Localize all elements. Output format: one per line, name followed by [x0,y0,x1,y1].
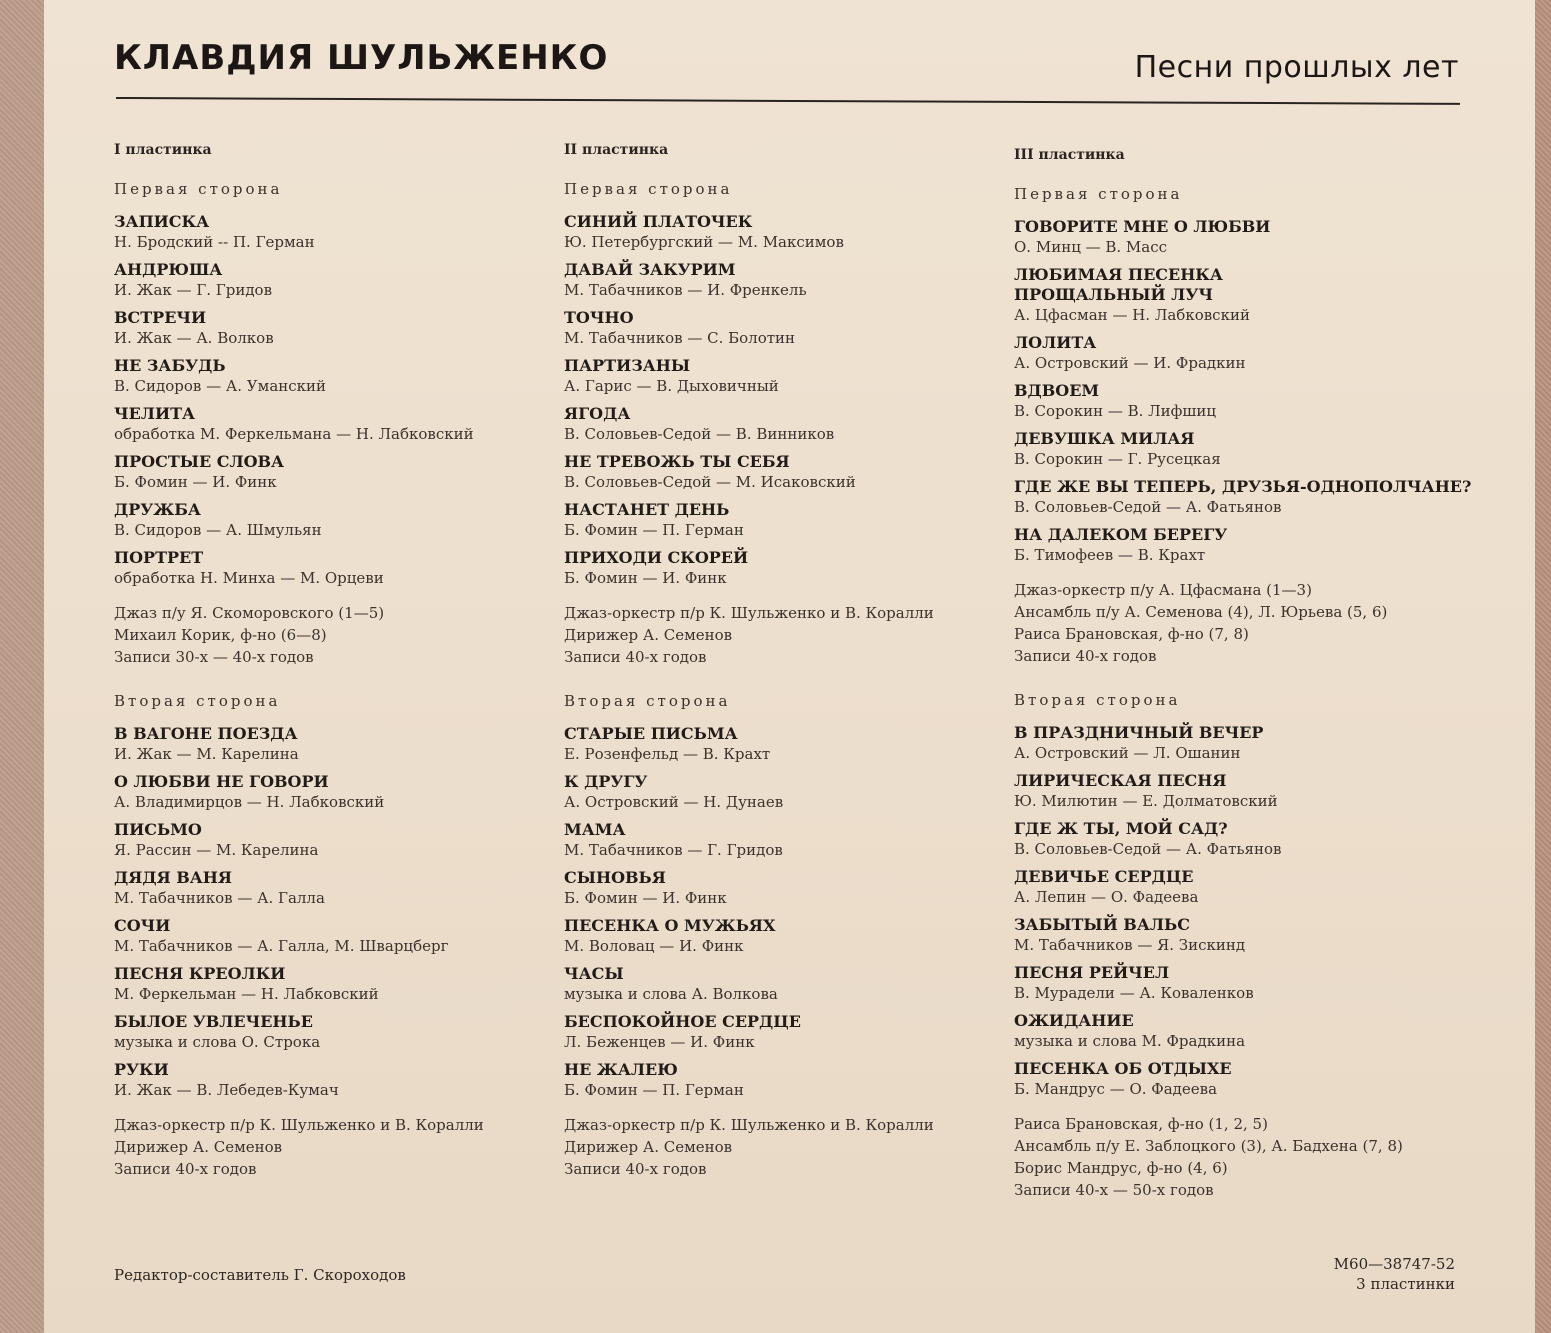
track-item [1014,915,1454,955]
track-item [1014,1011,1454,1051]
track-credit: В. Сорокин — Г. Русецкая [1014,450,1221,468]
track-item [1014,525,1454,565]
track-title: ВДВОЕМ [1014,381,1100,400]
side-label: Вторая сторона [564,692,731,710]
track-credit: В. Соловьев-Седой — А. Фатьянов [1014,498,1282,516]
track-credit: В. Сидоров — А. Уманский [114,377,327,395]
disc-1-side-a [114,180,554,668]
track-title: СЫНОВЬЯ [564,868,666,887]
track-item [1014,867,1454,907]
track-credit: Б. Фомин — И. Финк [564,569,727,587]
performer-note: Борис Мандрус, ф-но (4, 6) [1014,1159,1228,1177]
recording-period: Записи 40-х годов [114,1160,257,1178]
track-title: ТОЧНО [564,308,634,327]
performer-notes [114,1114,554,1180]
track-item [564,868,1004,908]
track-credit: Б. Фомин — П. Герман [564,1081,744,1099]
track-item [114,964,554,1004]
track-item [564,260,1004,300]
track-title: НАСТАНЕТ ДЕНЬ [564,500,730,519]
track-item [114,868,554,908]
track-title: БЫЛОЕ УВЛЕЧЕНЬЕ [114,1012,313,1031]
track-item [564,404,1004,444]
track-credit: В. Сорокин — В. Лифшиц [1014,402,1217,420]
track-item [564,308,1004,348]
track-title: НА ДАЛЕКОМ БЕРЕГУ [1014,525,1228,544]
track-credit: Б. Фомин — И. Финк [564,889,727,907]
track-title: ЛЮБИМАЯ ПЕСЕНКА [1014,265,1223,284]
disc-label: I пластинка [114,142,212,158]
track-title: НЕ ЗАБУДЬ [114,356,226,375]
track-item [1014,771,1454,811]
track-item [1014,381,1454,421]
track-item [564,724,1004,764]
track-credit: А. Островский — И. Фрадкин [1014,354,1246,372]
side-label: Первая сторона [1014,185,1183,203]
disc-3-column [1014,147,1472,1225]
track-item [114,916,554,956]
track-credit: обработка Н. Минха — М. Орцеви [114,569,384,587]
track-credit: И. Жак — М. Карелина [114,745,299,763]
track-item [114,548,554,588]
track-credit: М. Табачников — А. Галла [114,889,325,907]
track-title: ЗАПИСКА [114,212,210,231]
disc-count: 3 пластинки [1356,1275,1455,1293]
side-label: Вторая сторона [114,692,281,710]
binding-left-edge [0,0,44,1333]
performer-note: Ансамбль п/у А. Семенова (4), Л. Юрьева (5, 6) [1014,603,1388,621]
track-item [1014,429,1454,469]
track-title: ПРОСТЫЕ СЛОВА [114,452,285,471]
track-title: О ЛЮБВИ НЕ ГОВОРИ [114,772,329,791]
track-title: К ДРУГУ [564,772,648,791]
track-credit: Б. Тимофеев — В. Крахт [1014,546,1206,564]
track-credit: А. Островский — Л. Ошанин [1014,744,1241,762]
track-item [564,1012,1004,1052]
track-title: ПЕСНЯ РЕЙЧЕЛ [1014,963,1170,982]
track-credit: музыка и слова О. Строка [114,1033,321,1051]
track-credit: А. Островский — Н. Дунаев [564,793,784,811]
track-credit: М. Табачников — А. Галла, М. Шварцберг [114,937,449,955]
disc-2-side-b [564,692,1004,1180]
performer-notes [564,602,1004,668]
track-credit: А. Лепин — О. Фадеева [1014,888,1199,906]
track-credit: Л. Беженцев — И. Финк [564,1033,755,1051]
track-title: ПРОЩАЛЬНЫЙ ЛУЧ [1014,285,1213,304]
track-title: В ПРАЗДНИЧНЫЙ ВЕЧЕР [1014,723,1264,742]
track-title: ЯГОДА [564,404,631,423]
track-credit: В. Соловьев-Седой — М. Исаковский [564,473,856,491]
track-title: ДЕВИЧЬЕ СЕРДЦЕ [1014,867,1194,886]
track-item [564,452,1004,492]
track-item [564,820,1004,860]
track-credit: М. Табачников — Г. Гридов [564,841,783,859]
side-label: Вторая сторона [1014,691,1181,709]
track-title: ГДЕ ЖЕ ВЫ ТЕПЕРЬ, ДРУЗЬЯ-ОДНОПОЛЧАНЕ? [1014,477,1472,496]
track-item [114,212,554,252]
track-item [114,1060,554,1100]
track-credit: А. Владимирцов — Н. Лабковский [114,793,385,811]
track-item [114,308,554,348]
track-credit: И. Жак — Г. Гридов [114,281,273,299]
editor-credit: Редактор-составитель Г. Скороходов [114,1266,406,1284]
catalog-number: М60—38747-52 [1333,1255,1455,1273]
disc-1-column [114,142,554,1204]
track-credit: В. Соловьев-Седой — А. Фатьянов [1014,840,1282,858]
binding-right-edge [1535,0,1551,1333]
track-title: НЕ ТРЕВОЖЬ ТЫ СЕБЯ [564,452,790,471]
track-credit: М. Табачников — Я. Зискинд [1014,936,1246,954]
track-item [564,356,1004,396]
track-credit: О. Минц — В. Масс [1014,238,1168,256]
track-credit: музыка и слова М. Фрадкина [1014,1032,1246,1050]
track-item [114,404,554,444]
track-title: НЕ ЖАЛЕЮ [564,1060,678,1079]
disc-3-side-b [1014,691,1454,1201]
recording-period: Записи 40-х годов [564,1160,707,1178]
track-item [1014,963,1454,1003]
track-title: ГОВОРИТЕ МНЕ О ЛЮБВИ [1014,217,1271,236]
track-title: АНДРЮША [114,260,223,279]
track-item [1014,217,1454,257]
track-title: МАМА [564,820,626,839]
disc-1-side-b [114,692,554,1180]
track-credit: обработка М. Феркельмана — Н. Лабковский [114,425,474,443]
track-title: ПОРТРЕТ [114,548,204,567]
track-credit: М. Табачников — И. Френкель [564,281,807,299]
track-credit: Ю. Милютин — Е. Долматовский [1014,792,1278,810]
album-title: Песни прошлых лет [1134,50,1459,85]
track-item [114,1012,554,1052]
performer-note: Джаз-оркестр п/р К. Шульженко и В. Коралли [114,1116,484,1134]
performer-note: Джаз-оркестр п/у А. Цфасмана (1—3) [1014,581,1312,599]
track-credit: М. Табачников — С. Болотин [564,329,796,347]
track-title: В ВАГОНЕ ПОЕЗДА [114,724,298,743]
track-credit: музыка и слова А. Волкова [564,985,778,1003]
track-title: СИНИЙ ПЛАТОЧЕК [564,212,753,231]
track-credit: В. Соловьев-Седой — В. Винников [564,425,835,443]
track-title: ГДЕ Ж ТЫ, МОЙ САД? [1014,819,1228,838]
track-title: ДАВАЙ ЗАКУРИМ [564,260,736,279]
disc-label: III пластинка [1014,147,1125,163]
recording-period: Записи 40-х — 50-х годов [1014,1181,1214,1199]
performer-notes [564,1114,1004,1180]
track-title: СТАРЫЕ ПИСЬМА [564,724,738,743]
track-item [114,820,554,860]
track-item [114,260,554,300]
recording-period: Записи 30-х — 40-х годов [114,648,314,666]
track-credit: М. Воловац — И. Финк [564,937,744,955]
disc-label: II пластинка [564,142,669,158]
track-item [114,500,554,540]
performer-note: Джаз-оркестр п/р К. Шульженко и В. Коралли [564,1116,934,1134]
track-title: ЛОЛИТА [1014,333,1097,352]
performer-note: Раиса Брановская, ф-но (1, 2, 5) [1014,1115,1268,1133]
performer-note: Джаз п/у Я. Скоморовского (1—5) [114,604,385,622]
track-credit: А. Гарис — В. Дыховичный [564,377,779,395]
track-credit: И. Жак — В. Лебедев-Кумач [114,1081,339,1099]
performer-note: Дирижер А. Семенов [564,1138,733,1156]
track-item [1014,265,1454,325]
track-title: ОЖИДАНИЕ [1014,1011,1134,1030]
track-title: ПЕСЕНКА О МУЖЬЯХ [564,916,776,935]
track-credit: Е. Розенфельд — В. Крахт [564,745,771,763]
track-credit: В. Мурадели — А. Коваленков [1014,984,1254,1002]
track-credit: Б. Фомин — П. Герман [564,521,744,539]
track-item [114,356,554,396]
recording-period: Записи 40-х годов [564,648,707,666]
performer-notes [1014,579,1454,667]
performer-note: Раиса Брановская, ф-но (7, 8) [1014,625,1249,643]
track-item [564,1060,1004,1100]
track-title: ПРИХОДИ СКОРЕЙ [564,548,749,567]
disc-2-side-a [564,180,1004,668]
track-title: БЕСПОКОЙНОЕ СЕРДЦЕ [564,1012,801,1031]
disc-3-side-a [1014,185,1472,667]
track-item [114,452,554,492]
performer-note: Дирижер А. Семенов [564,626,733,644]
disc-2-column [564,142,1004,1204]
track-title: СОЧИ [114,916,171,935]
track-title: ПЕСЕНКА ОБ ОТДЫХЕ [1014,1059,1232,1078]
performer-note: Джаз-оркестр п/р К. Шульженко и В. Коралли [564,604,934,622]
track-credit: Б. Мандрус — О. Фадеева [1014,1080,1218,1098]
track-credit: Б. Фомин — И. Финк [114,473,277,491]
track-title: ПЕСНЯ КРЕОЛКИ [114,964,286,983]
performer-note: Дирижер А. Семенов [114,1138,283,1156]
performer-notes [1014,1113,1454,1201]
track-item [1014,1059,1454,1099]
performer-note: Ансамбль п/у Е. Заблоцкого (3), А. Бадхена (7, 8) [1014,1137,1403,1155]
track-title: ПАРТИЗАНЫ [564,356,691,375]
track-item [564,212,1004,252]
track-title: ВСТРЕЧИ [114,308,207,327]
artist-name: КЛАВДИЯ ШУЛЬЖЕНКО [114,38,609,78]
performer-notes [114,602,554,668]
track-item [564,964,1004,1004]
track-item [1014,333,1454,373]
side-label: Первая сторона [114,180,283,198]
performer-note: Михаил Корик, ф-но (6—8) [114,626,327,644]
track-title: ЧЕЛИТА [114,404,196,423]
track-item [564,548,1004,588]
track-title: ДЯДЯ ВАНЯ [114,868,233,887]
track-title: ЛИРИЧЕСКАЯ ПЕСНЯ [1014,771,1227,790]
track-credit: М. Феркельман — Н. Лабковский [114,985,379,1003]
side-label: Первая сторона [564,180,733,198]
track-item [114,772,554,812]
track-item [564,772,1004,812]
track-credit: Н. Бродский -- П. Герман [114,233,315,251]
track-item [1014,723,1454,763]
recording-period: Записи 40-х годов [1014,647,1157,665]
track-title: ДЕВУШКА МИЛАЯ [1014,429,1195,448]
track-title: ДРУЖБА [114,500,201,519]
track-credit: А. Цфасман — Н. Лабковский [1014,306,1250,324]
track-item [564,500,1004,540]
track-item [114,724,554,764]
track-item [1014,819,1454,859]
track-credit: Ю. Петербургский — М. Максимов [564,233,844,251]
track-item [1014,477,1472,517]
catalog-info [1334,1254,1455,1294]
track-title: ЧАСЫ [564,964,624,983]
track-credit: Я. Рассин — М. Карелина [114,841,319,859]
track-title: ЗАБЫТЫЙ ВАЛЬС [1014,915,1190,934]
track-credit: В. Сидоров — А. Шмульян [114,521,322,539]
track-item [564,916,1004,956]
track-title: ПИСЬМО [114,820,202,839]
track-title: РУКИ [114,1060,169,1079]
track-credit: И. Жак — А. Волков [114,329,274,347]
